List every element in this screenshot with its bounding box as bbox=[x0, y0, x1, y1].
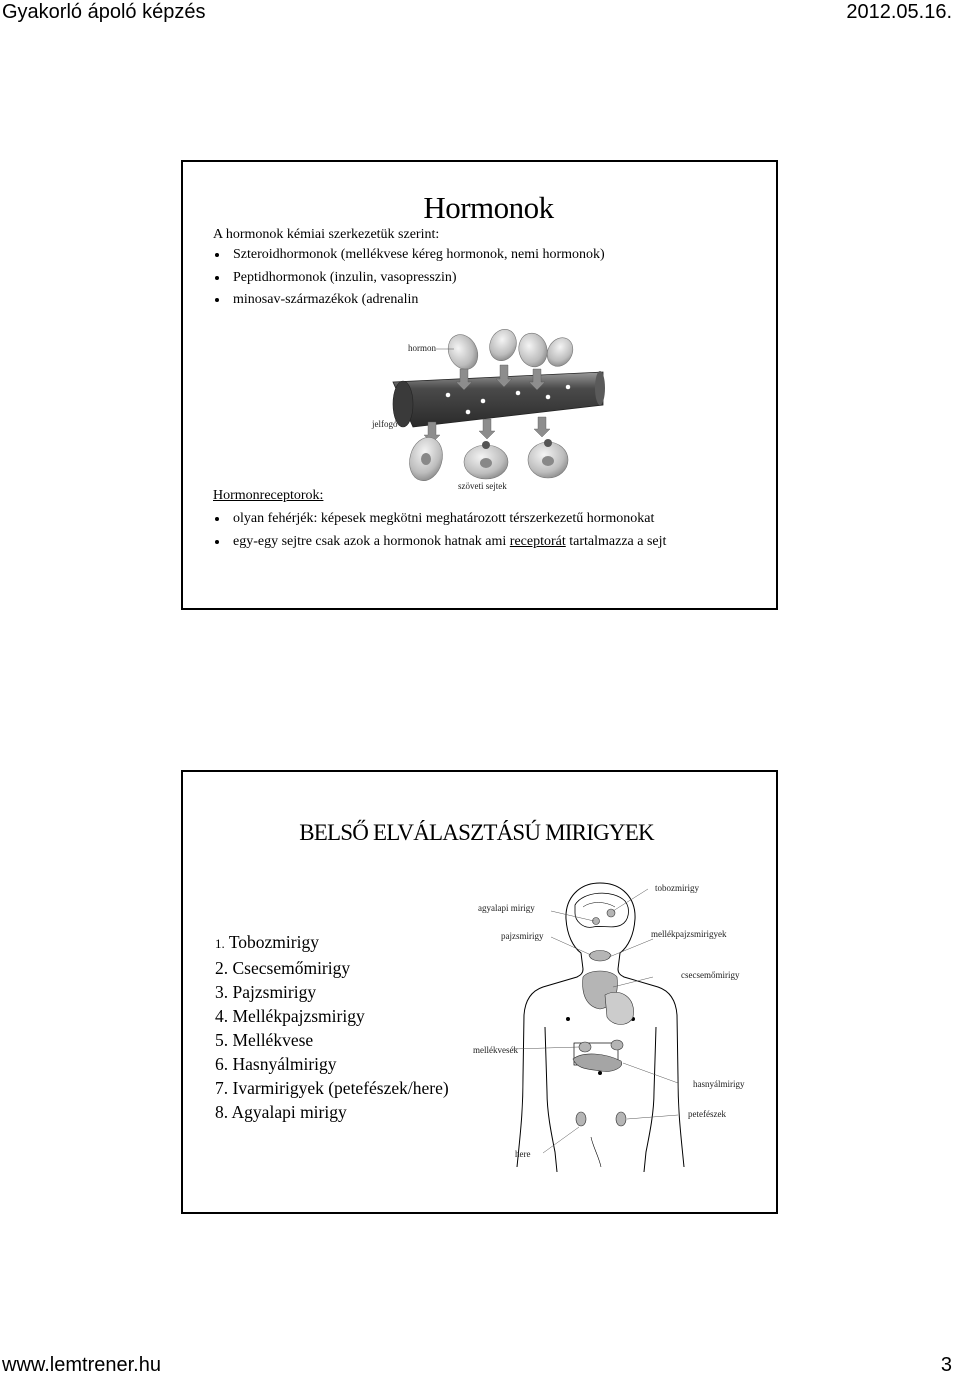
gland-number: 7. bbox=[215, 1078, 229, 1098]
gland-shape bbox=[607, 909, 615, 917]
cell-shape bbox=[485, 326, 520, 365]
receptor-text-after: tartalmazza a sejt bbox=[565, 533, 667, 549]
header-date: 2012.05.16. bbox=[846, 1, 952, 23]
gland-name: Mellékvese bbox=[232, 1030, 314, 1050]
page-number: 3 bbox=[940, 1354, 952, 1376]
list-item bbox=[213, 531, 666, 554]
list-item: olyan fehérjék: képesek megkötni meghatározott térszerkezetű hormonokat bbox=[213, 508, 666, 531]
gland-number: 1. bbox=[215, 936, 225, 951]
receptor-text-before: egy-egy sejtre csak azok a hormonok hatnak ami bbox=[233, 533, 510, 549]
list-item bbox=[215, 930, 449, 956]
label-here: here bbox=[515, 1149, 531, 1159]
gland-name: Ivarmirigyek (petefészek/here) bbox=[232, 1078, 449, 1098]
label-mellekpajzs: mellékpajzsmirigyek bbox=[651, 929, 727, 939]
list-item bbox=[215, 1028, 449, 1052]
list-item: Peptidhormonok (inzulin, vasopresszin) bbox=[213, 267, 605, 290]
slide-title: BELSŐ ELVÁLASZTÁSÚ MIRIGYEK bbox=[299, 820, 654, 845]
gland-shape bbox=[589, 951, 611, 962]
gland-name: Agyalapi mirigy bbox=[231, 1102, 347, 1122]
slide-endocrine-glands bbox=[181, 770, 778, 1214]
gland-name: Mellékpajzsmirigy bbox=[232, 1006, 365, 1026]
slide-intro: A hormonok kémiai szerkezetük szerint: bbox=[213, 227, 440, 242]
gland-name: Csecsemőmirigy bbox=[232, 958, 351, 978]
label-cells: szöveti sejtek bbox=[458, 481, 507, 491]
gland-name: Pajzsmirigy bbox=[232, 982, 317, 1002]
gland-shape bbox=[611, 1040, 623, 1050]
gland-number: 6. bbox=[215, 1054, 229, 1074]
list-item bbox=[215, 956, 449, 980]
header-title: Gyakorló ápoló képzés bbox=[2, 1, 206, 23]
gland-shape bbox=[605, 992, 634, 1024]
gland-number: 2. bbox=[215, 958, 229, 978]
gland-list bbox=[215, 930, 449, 1124]
list-item bbox=[215, 980, 449, 1004]
receptor-heading: Hormonreceptorok: bbox=[213, 488, 324, 503]
gland-shape bbox=[576, 1112, 586, 1126]
label-hasnyal: hasnyálmirigy bbox=[693, 1079, 745, 1089]
receptor-link[interactable]: receptorát bbox=[509, 533, 566, 549]
slide-hormonok bbox=[181, 160, 778, 610]
label-agyalapi: agyalapi mirigy bbox=[478, 903, 535, 913]
label-tobozmirigy: tobozmirigy bbox=[655, 883, 699, 893]
list-item bbox=[215, 1004, 449, 1028]
list-item bbox=[215, 1052, 449, 1076]
hormone-type-list bbox=[213, 244, 605, 312]
list-item bbox=[215, 1100, 449, 1124]
endocrine-body-diagram bbox=[473, 877, 763, 1172]
list-item: minosav-származékok (adrenalin bbox=[213, 289, 605, 312]
gland-number: 5. bbox=[215, 1030, 229, 1050]
label-receptor: jelfogó bbox=[372, 419, 398, 429]
list-item: Szteroidhormonok (mellékvese kéreg hormonok, nemi hormonok) bbox=[213, 244, 605, 267]
gland-name: Hasnyálmirigy bbox=[232, 1054, 337, 1074]
slide-title: Hormonok bbox=[423, 190, 554, 225]
gland-name: Tobozmirigy bbox=[228, 932, 319, 952]
gland-shape bbox=[573, 1054, 622, 1071]
footer-site: www.lemtrener.hu bbox=[2, 1354, 161, 1376]
label-mellekvesek: mellékvesék bbox=[473, 1045, 518, 1055]
cell-shape bbox=[443, 330, 484, 374]
list-item bbox=[215, 1076, 449, 1100]
label-hormon: hormon bbox=[408, 343, 436, 353]
gland-number: 3. bbox=[215, 982, 229, 1002]
gland-number: 4. bbox=[215, 1006, 229, 1026]
cell-shape bbox=[515, 330, 551, 370]
receptor-list bbox=[213, 508, 666, 553]
gland-number: 8. bbox=[215, 1102, 229, 1122]
hormone-receptor-illustration bbox=[372, 327, 608, 492]
cell-shape bbox=[542, 333, 578, 371]
label-pajzsmirigy: pajzsmirigy bbox=[501, 931, 544, 941]
gland-shape bbox=[616, 1112, 626, 1126]
body-outline bbox=[517, 883, 600, 1167]
label-petefeszek: petefészek bbox=[688, 1109, 726, 1119]
gland-shape bbox=[579, 1042, 591, 1052]
label-csecsemo: csecsemőmirigy bbox=[681, 970, 740, 980]
